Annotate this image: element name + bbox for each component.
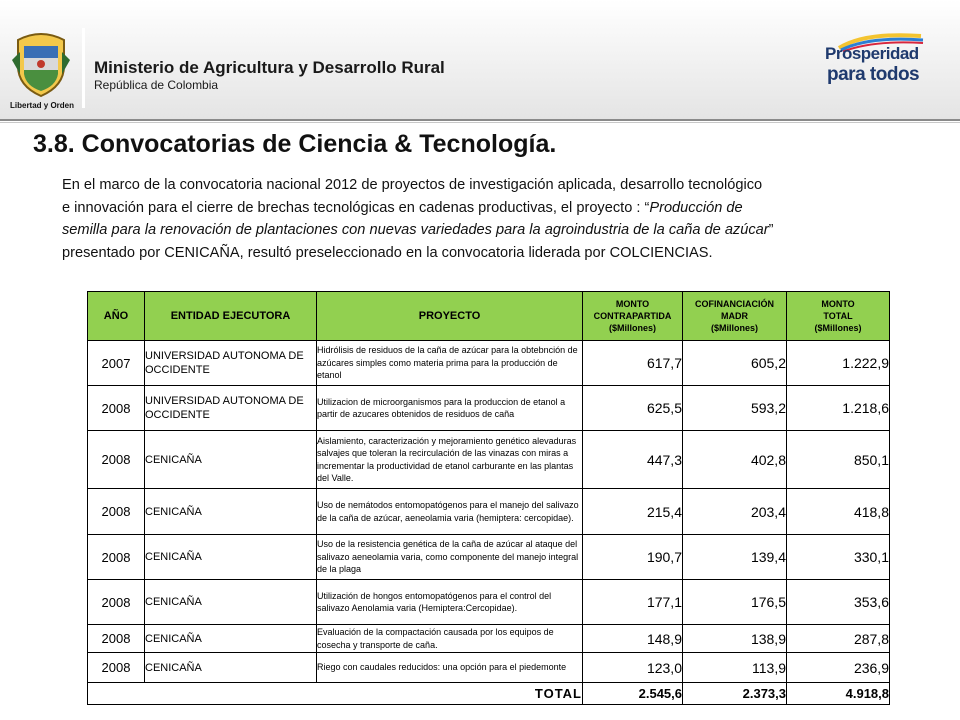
projects-table	[87, 291, 890, 705]
intro-line-3-text: ”	[768, 222, 774, 238]
header-rule-thin	[0, 122, 960, 123]
intro-line-2	[62, 197, 912, 220]
cell-entity: CENICAÑA	[145, 535, 317, 580]
logo-line-1: Prosperidad	[825, 44, 919, 63]
cell-entity: CENICAÑA	[145, 653, 317, 683]
cell-year: 2008	[88, 386, 145, 431]
colombia-coat-of-arms-icon	[12, 30, 70, 98]
cell-year: 2008	[88, 489, 145, 535]
page-header	[0, 0, 960, 120]
header-project: PROYECTO	[317, 292, 583, 341]
table-header-row	[88, 292, 890, 341]
header-total-l3: ($Millones)	[814, 323, 862, 333]
organization-title: Ministerio de Agricultura y Desarrollo Rural	[94, 58, 445, 77]
header-total	[787, 292, 890, 341]
logo-line-2: para todos	[827, 64, 920, 85]
table-row	[88, 653, 890, 683]
intro-paragraph	[62, 174, 912, 264]
intro-line-1: En el marco de la convocatoria nacional 2012 de proyectos de investigación aplicada, desarrollo tecnológico	[62, 177, 763, 193]
intro-line-2-italic: Producción de	[649, 199, 743, 216]
cell-year: 2008	[88, 580, 145, 625]
prosperidad-logo	[825, 44, 925, 104]
table-row	[88, 431, 890, 489]
cell-cofinanciacion: 593,2	[683, 386, 787, 431]
cell-contrapartida: 177,1	[583, 580, 683, 625]
cell-cofinanciacion: 113,9	[683, 653, 787, 683]
header-contrapartida	[583, 292, 683, 341]
cell-year: 2008	[88, 625, 145, 653]
table-row	[88, 580, 890, 625]
cell-total: 236,9	[787, 653, 890, 683]
cell-entity: UNIVERSIDAD AUTONOMA DE OCCIDENTE	[145, 386, 317, 431]
motto-text: Libertad y Orden	[10, 101, 75, 110]
cell-year: 2008	[88, 653, 145, 683]
table-row	[88, 489, 890, 535]
header-year: AÑO	[88, 292, 145, 341]
intro-line-3-italic: semilla para la renovación de plantaciones con nuevas variedades para la agroindustria de la caña de azúcar	[62, 222, 769, 238]
intro-line-2-text: e innovación para el cierre de brechas tecnológicas en cadenas productivas, el proyecto : “	[62, 199, 650, 216]
cell-entity: CENICAÑA	[145, 431, 317, 489]
cell-entity: CENICAÑA	[145, 489, 317, 535]
header-contrapartida-l1: MONTO	[615, 299, 650, 309]
header-cofinanciacion-l2: MADR	[721, 311, 748, 321]
cell-contrapartida: 148,9	[583, 625, 683, 653]
header-rule	[0, 119, 960, 121]
header-entity: ENTIDAD EJECUTORA	[145, 292, 317, 341]
cell-entity: UNIVERSIDAD AUTONOMA DE OCCIDENTE	[145, 341, 317, 386]
cell-contrapartida: 215,4	[583, 489, 683, 535]
cell-project: Utilizacion de microorganismos para la produccion de etanol a partir de azucares obtenidos de residuos de caña	[317, 386, 583, 431]
intro-line-4: presentado por CENICAÑA, resultó preseleccionado en la convocatoria liderada por COLCIENCIAS.	[62, 244, 713, 261]
total-cofinanciacion: 2.373,3	[683, 683, 787, 705]
section-title: 3.8. Convocatorias de Ciencia & Tecnología.	[33, 130, 557, 158]
cell-total: 287,8	[787, 625, 890, 653]
header-cofinanciacion-l1: COFINANCIACIÓN	[695, 299, 774, 309]
table-row	[88, 625, 890, 653]
table-total-row	[88, 683, 890, 705]
cell-cofinanciacion: 139,4	[683, 535, 787, 580]
cell-contrapartida: 123,0	[583, 653, 683, 683]
cell-project: Riego con caudales reducidos: una opción para el piedemonte	[317, 653, 583, 683]
cell-year: 2008	[88, 535, 145, 580]
total-label: TOTAL	[88, 683, 583, 705]
intro-line-3	[62, 219, 912, 242]
table-row	[88, 341, 890, 386]
organization-subtitle: República de Colombia	[94, 78, 219, 92]
cell-total: 1.222,9	[787, 341, 890, 386]
header-cofinanciacion	[683, 292, 787, 341]
cell-year: 2008	[88, 431, 145, 489]
cell-cofinanciacion: 402,8	[683, 431, 787, 489]
cell-contrapartida: 190,7	[583, 535, 683, 580]
header-total-l2: TOTAL	[823, 311, 853, 321]
header-cofinanciacion-l3: ($Millones)	[710, 323, 758, 333]
cell-project: Utilización de hongos entomopatógenos para el control del salivazo Aenolamia varia (Hemiptera:Cercopidae).	[317, 580, 583, 625]
cell-total: 850,1	[787, 431, 890, 489]
table-row	[88, 386, 890, 431]
cell-project: Aislamiento, caracterización y mejoramiento genético alevaduras salvajes que toleran la recirculación de las vinazas con miras a incrementar la productividad de etanol carburante en las plantas del Valle.	[317, 431, 583, 489]
header-total-l1: MONTO	[821, 299, 855, 309]
header-divider	[82, 28, 85, 108]
total-total: 4.918,8	[787, 683, 890, 705]
cell-total: 1.218,6	[787, 386, 890, 431]
cell-cofinanciacion: 203,4	[683, 489, 787, 535]
cell-total: 418,8	[787, 489, 890, 535]
total-contrapartida: 2.545,6	[583, 683, 683, 705]
cell-project: Uso de la resistencia genética de la caña de azúcar al ataque del salivazo aeneolamia varia, como componente del manejo integral de la plaga	[317, 535, 583, 580]
cell-project: Uso de nemátodos entomopatógenos para el manejo del salivazo de la caña de azúcar, aeneolamia varia (hemiptera: cercopidae).	[317, 489, 583, 535]
header-contrapartida-l2: CONTRAPARTIDA	[593, 311, 672, 321]
cell-project: Hidrólisis de residuos de la caña de azúcar para la obtebnción de azúcares simples como materia prima para la producción de etanol	[317, 341, 583, 386]
header-contrapartida-l3: ($Millones)	[608, 323, 656, 333]
table-row	[88, 535, 890, 580]
cell-total: 330,1	[787, 535, 890, 580]
cell-cofinanciacion: 605,2	[683, 341, 787, 386]
cell-cofinanciacion: 138,9	[683, 625, 787, 653]
cell-contrapartida: 625,5	[583, 386, 683, 431]
cell-entity: CENICAÑA	[145, 580, 317, 625]
cell-cofinanciacion: 176,5	[683, 580, 787, 625]
cell-project: Evaluación de la compactación causada por los equipos de cosecha y transporte de caña.	[317, 625, 583, 653]
cell-total: 353,6	[787, 580, 890, 625]
cell-contrapartida: 447,3	[583, 431, 683, 489]
cell-year: 2007	[88, 341, 145, 386]
cell-entity: CENICAÑA	[145, 625, 317, 653]
cell-contrapartida: 617,7	[583, 341, 683, 386]
